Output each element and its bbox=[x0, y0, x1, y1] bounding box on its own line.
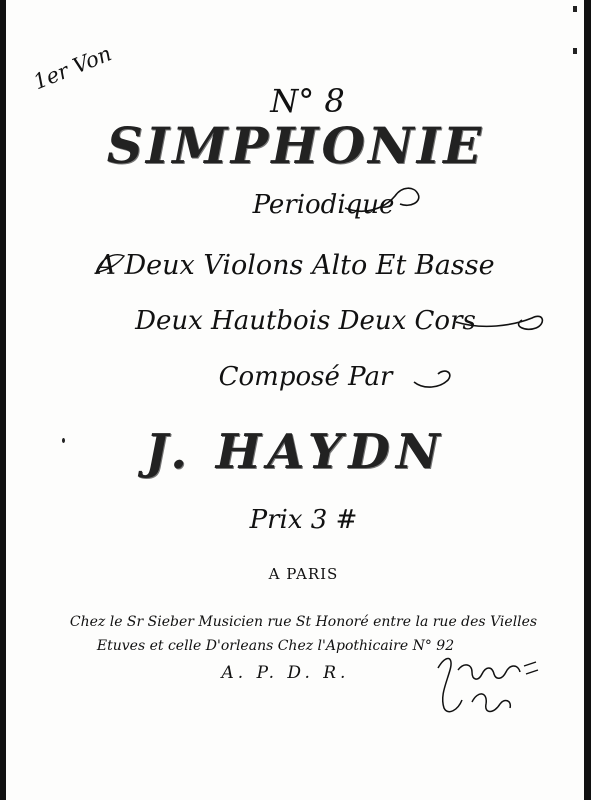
address-line-1: Chez le Sr Sieber Musicien rue St Honoré entre la rue des Vielles bbox=[69, 614, 538, 630]
edge-speck bbox=[573, 6, 577, 12]
composed-by-label: Composé Par bbox=[218, 362, 393, 392]
flourish-ornament bbox=[340, 178, 430, 218]
price-label: Prix 3 # bbox=[249, 505, 358, 535]
page-title: SIMPHONIE bbox=[106, 116, 485, 175]
privilege-mark: A. P. D. R. bbox=[221, 663, 350, 683]
instrumentation-line-1: A Deux Violons Alto Et Basse bbox=[96, 250, 495, 281]
handwritten-note: 1er Von bbox=[30, 41, 115, 95]
flourish-ornament bbox=[452, 300, 552, 340]
signature-mark bbox=[432, 650, 544, 720]
subtitle: Periodique bbox=[252, 190, 395, 220]
city-label: A PARIS bbox=[268, 565, 339, 583]
edge-speck bbox=[573, 48, 577, 54]
number-label: N° 8 bbox=[270, 82, 345, 120]
address-line-2: Etuves et celle D'orleans Chez l'Apothicaire N° 92 bbox=[96, 638, 455, 654]
instrumentation-line-2: Deux Hautbois Deux Cors bbox=[135, 306, 476, 336]
composer-name: J. HAYDN bbox=[145, 424, 446, 480]
flourish-ornament bbox=[410, 362, 456, 394]
flourish-ornament bbox=[90, 248, 130, 282]
